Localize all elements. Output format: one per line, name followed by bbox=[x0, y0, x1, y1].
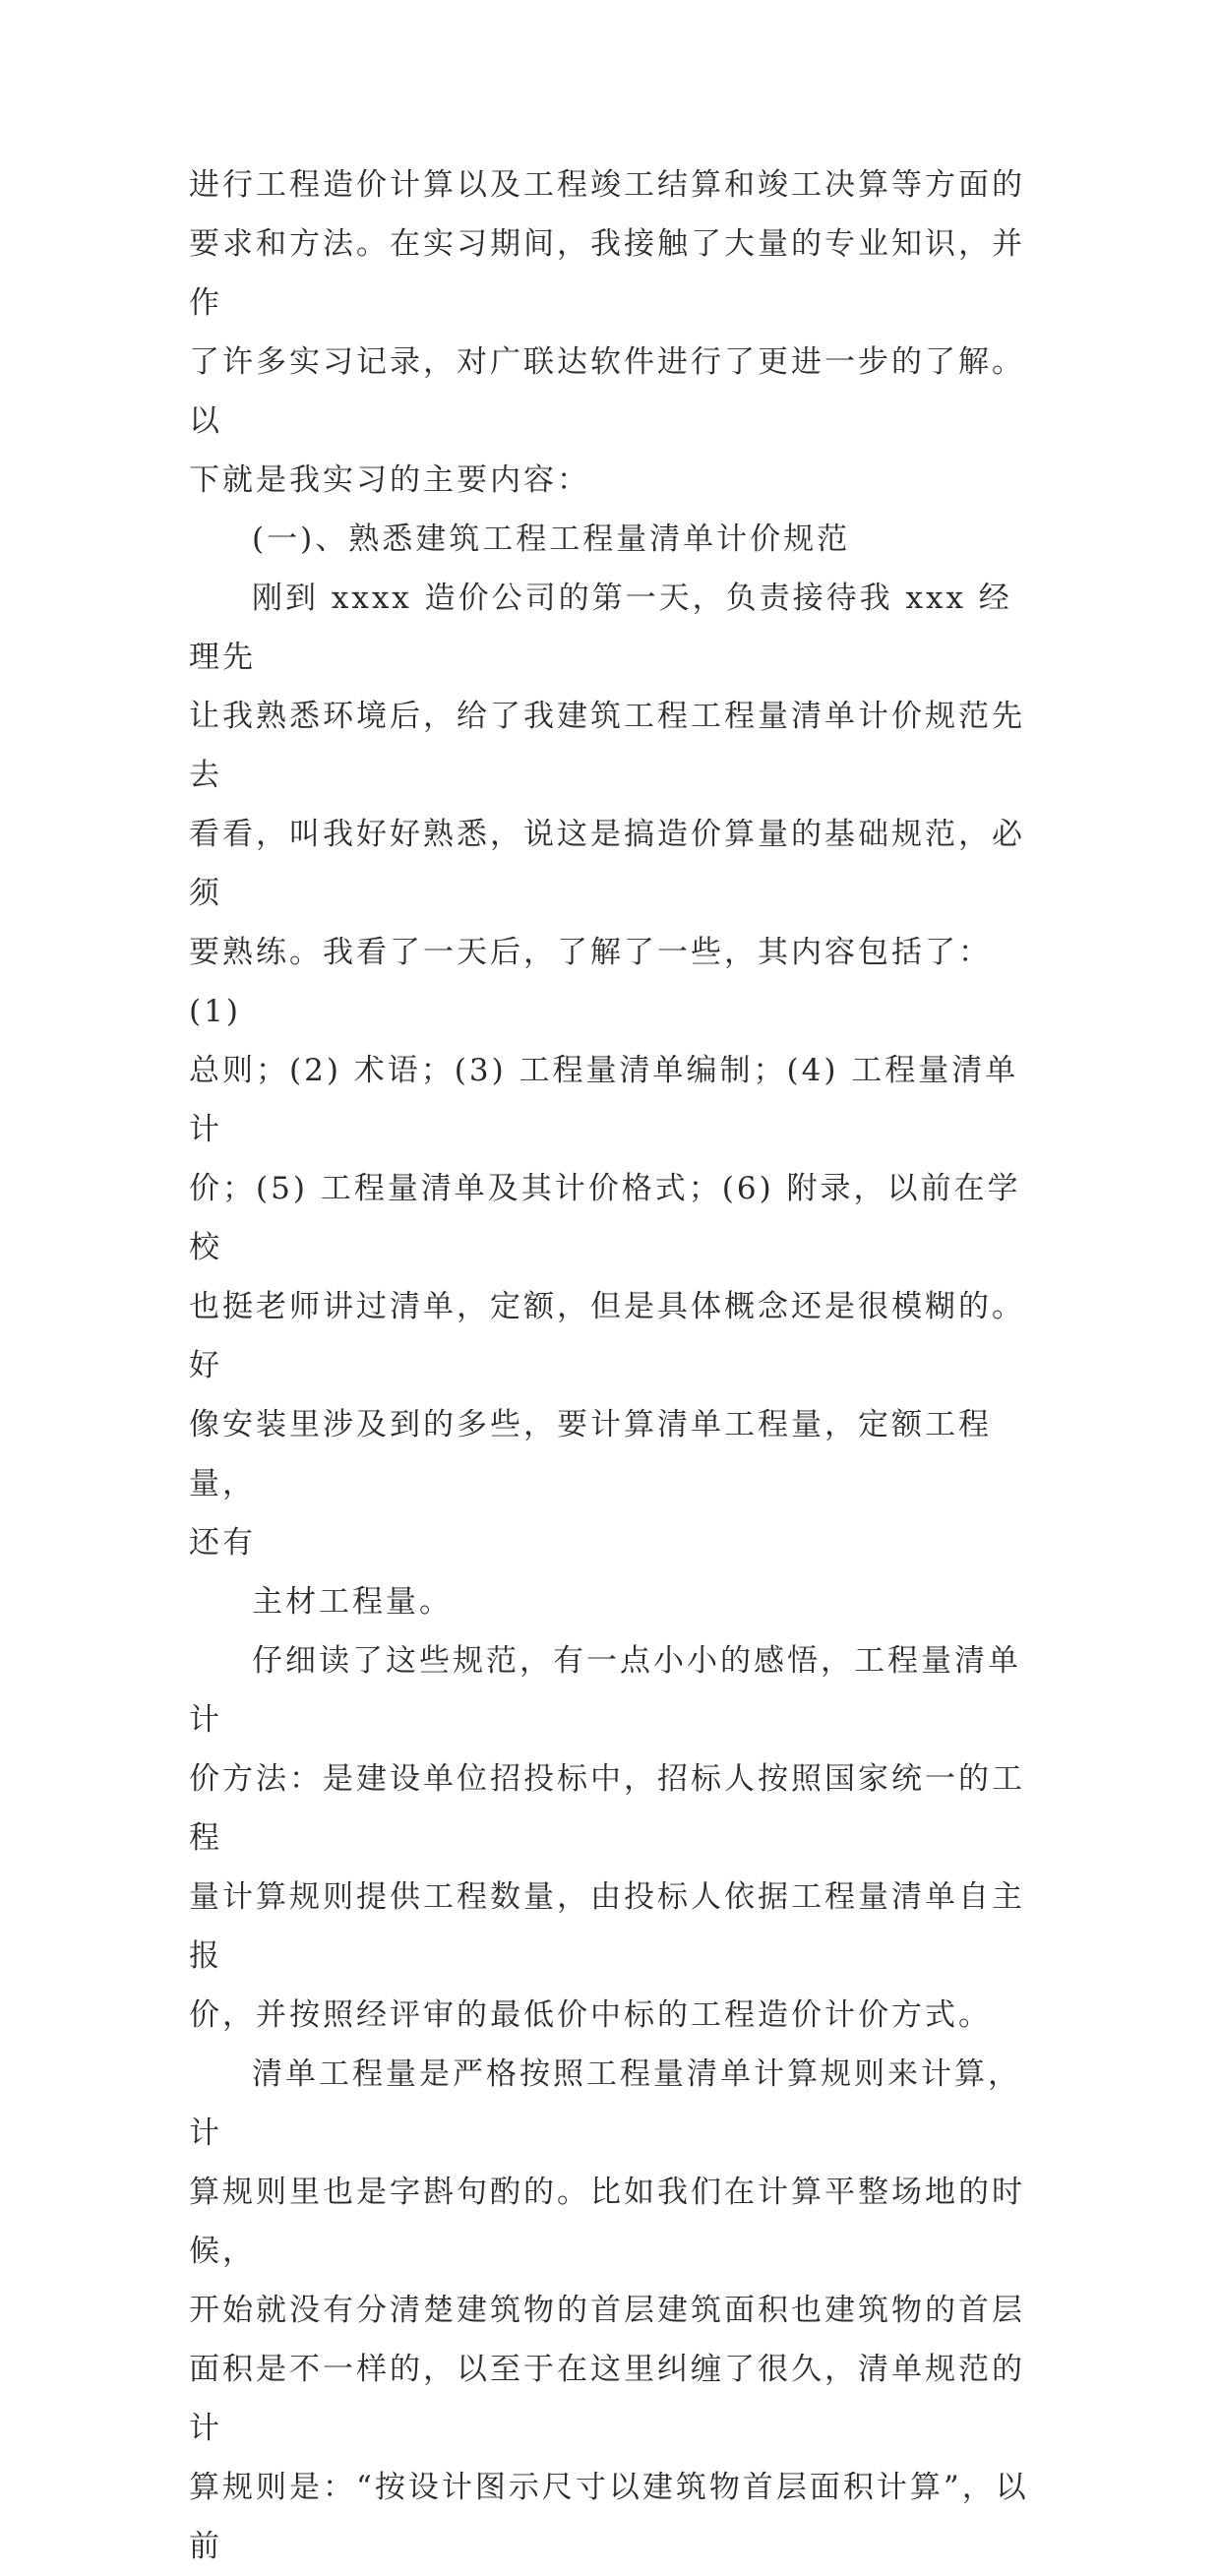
document-body bbox=[189, 155, 1033, 2576]
paragraph-quantity-rules: 清单工程量是严格按照工程量清单计算规则来计算，计 算规则里也是字斟句酌的。比如我们在计算平整场地的时候， 开始就没有分清楚建筑物的首层建筑面积也建筑物的首层 面积是不一样的，以至于在这里纠缠了很久，清单规范的计 算规则是：“按设计图示尺寸以建筑物首层面积计算”，以前 bbox=[189, 2056, 1029, 2564]
paragraph-main-material: 主材工程量。 bbox=[252, 1584, 453, 1620]
section-heading: (一)、熟悉建筑工程工程量清单计价规范 bbox=[252, 521, 851, 557]
paragraph-reflection: 仔细读了这些规范，有一点小小的感悟，工程量清单计 价方法：是建设单位招投标中，招标人按照国家统一的工程 量计算规则提供工程数量，由投标人依据工程量清单自主报 价，并按照经评审的最低价中标的工程造价计价方式。 bbox=[189, 1643, 1025, 2033]
paragraph-first-day: 刚到 xxxx 造价公司的第一天，负责接待我 xxx 经理先 让我熟悉环境后，给了我建筑工程工程量清单计价规范先去 看看，叫我好好熟悉，说这是搞造价算量的基础规范，必须 要熟练。我看了一天后，了解了一些，其内容包括了：(1) 总则；(2) 术语；(3) 工程量清单编制；(4) 工程量清单计 价；(5) 工程量清单及其计价格式；(6) 附录，以前在学校 也挺老师讲过清单，定额，但是具体概念还是很模糊的。好 像安装里涉及到的多些，要计算清单工程量，定额工程量， 还有 bbox=[189, 581, 1025, 1561]
paragraph-continuation: 进行工程造价计算以及工程竣工结算和竣工决算等方面的 要求和方法。在实习期间，我接触了大量的专业知识，并作 了许多实习记录，对广联达软件进行了更进一步的了解。以 下就是我实习的主要内容： bbox=[189, 167, 1025, 498]
